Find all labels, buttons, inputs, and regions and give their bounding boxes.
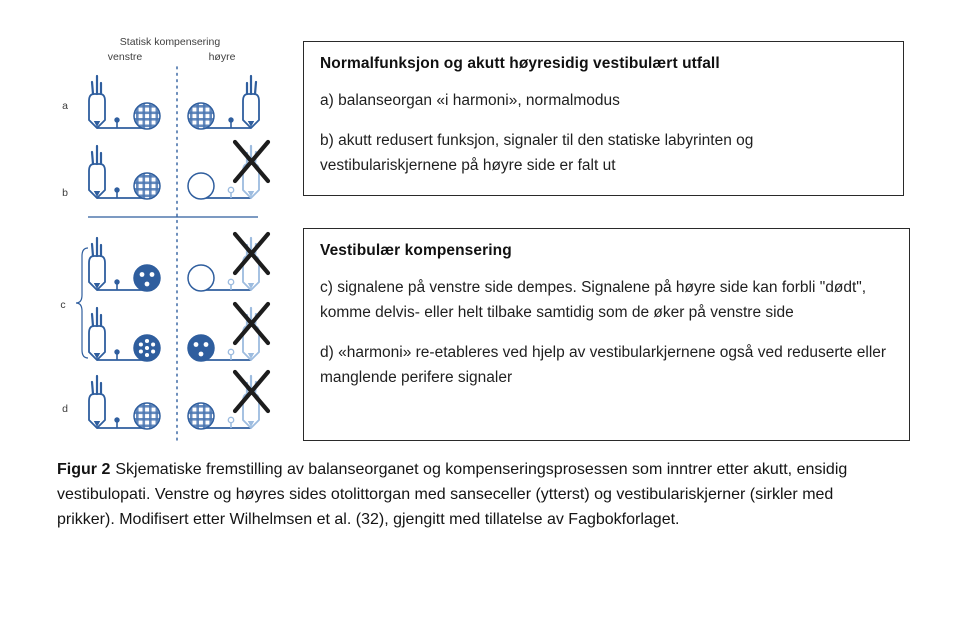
static-compensation-diagram: [40, 30, 308, 450]
synapse-knob: [114, 417, 119, 428]
left-labyrinth-unit: [89, 308, 160, 361]
sensory-cilia: [92, 76, 101, 94]
figure-caption: [57, 458, 869, 533]
box2-item-d: d) «harmoni» re-etableres ved hjelp av vestibularkjernene også ved reduserte eller manglende perifere signaler: [320, 344, 887, 387]
left-labyrinth-unit: [89, 76, 160, 129]
vestibular-nucleus: [188, 173, 214, 199]
vestibular-nucleus: [134, 103, 160, 129]
box1-item-b: b) akutt redusert funksjon, signaler til den statiske labyrinten og vestibulariskjernene på høyre side er falt ut: [320, 132, 754, 175]
vestibular-nucleus: [188, 403, 214, 429]
right-labyrinth-unit: [188, 304, 268, 361]
diagram-rows: [89, 76, 268, 429]
left-labyrinth-unit: [89, 146, 160, 199]
vestibular-nucleus: [134, 173, 160, 199]
sensory-cilia: [92, 376, 101, 394]
row-c-brace: [76, 248, 88, 358]
sensory-cilia: [92, 146, 101, 164]
row-label-a: a: [62, 100, 68, 112]
box1-title: Normalfunksjon og akutt høyresidig vestibulært utfall: [320, 55, 720, 72]
normal-function-box: [303, 41, 904, 196]
synapse-knob: [228, 349, 233, 360]
right-labyrinth-unit: [188, 234, 268, 291]
diagram-title: Statisk kompensering: [119, 36, 221, 48]
synapse-knob: [114, 117, 119, 128]
left-column-label: venstre: [107, 51, 143, 63]
otolith-organ: [89, 238, 105, 290]
otolith-organ: [89, 308, 105, 360]
otolith-organ: [89, 76, 105, 128]
vestibular-nucleus: [188, 335, 214, 361]
synapse-knob: [228, 187, 233, 198]
box2-item-c: c) signalene på venstre side dempes. Signalene på høyre side kan forbli "dødt", komme delvis- eller helt tilbake samtidig som de øker på venstre side: [320, 279, 867, 322]
sensory-cilia: [92, 308, 101, 326]
sensory-cilia: [247, 76, 256, 94]
left-labyrinth-unit: [89, 376, 160, 429]
vestibular-nucleus: [134, 335, 160, 361]
row-label-b: b: [62, 187, 68, 199]
synapse-knob: [114, 187, 119, 198]
synapse-knob: [228, 117, 233, 128]
vestibular-nucleus: [188, 103, 214, 129]
figure-caption-label: Figur 2: [57, 461, 111, 478]
right-labyrinth-unit: [188, 372, 268, 429]
synapse-knob: [114, 279, 119, 290]
right-column-label: høyre: [208, 51, 236, 63]
vestibular-nucleus: [188, 265, 214, 291]
box2-title: Vestibulær kompensering: [320, 242, 512, 259]
sensory-cilia: [92, 238, 101, 256]
synapse-knob: [114, 349, 119, 360]
left-labyrinth-unit: [89, 238, 160, 291]
otolith-organ: [243, 76, 259, 128]
otolith-organ: [89, 146, 105, 198]
otolith-organ: [89, 376, 105, 428]
vestibular-compensation-box: [303, 228, 910, 441]
vestibular-nucleus: [134, 265, 160, 291]
vestibular-nucleus: [134, 403, 160, 429]
box1-item-a: a) balanseorgan «i harmoni», normalmodus: [320, 92, 620, 109]
synapse-knob: [228, 417, 233, 428]
right-labyrinth-unit: [188, 142, 268, 199]
figure-caption-text: Skjematiske fremstilling av balanseorganet og kompenseringsprosessen som inntrer etter akutt, ensidig vestibulopati. Venstre og høyres sides otolittorgan med sanseceller (ytterst) og vestibulariskjerner (sirkler med prikker). Modifisert etter Wilhelmsen et al. (32), gjengitt med tillatelse av Fagbokforlaget.: [57, 461, 848, 528]
right-labyrinth-unit: [188, 76, 259, 129]
row-label-c: c: [60, 299, 66, 311]
row-label-d: d: [62, 403, 68, 415]
synapse-knob: [228, 279, 233, 290]
